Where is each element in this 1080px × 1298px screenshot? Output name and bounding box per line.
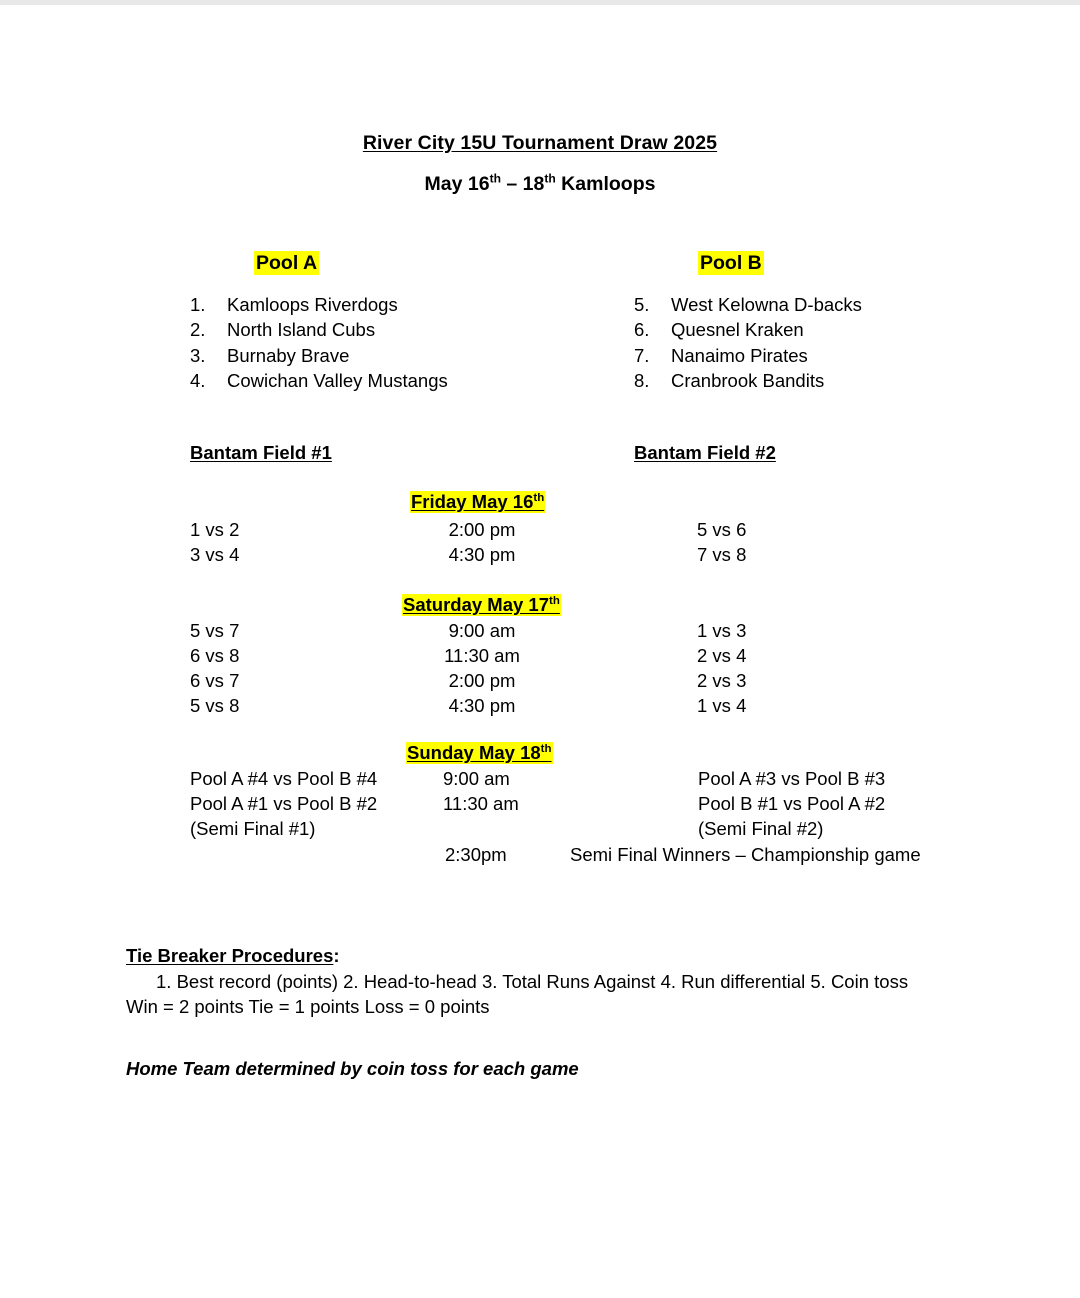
- team-number: 8.: [634, 369, 650, 391]
- field1-matchup: Pool A #1 vs Pool B #2: [190, 793, 378, 814]
- tie-breaker-points: Win = 2 points Tie = 1 points Loss = 0 points: [126, 996, 490, 1017]
- sunday-heading: [406, 742, 553, 764]
- subtitle-ordinal-1: th: [489, 171, 501, 186]
- game-time: 11:30 am: [443, 793, 519, 814]
- pool-a-team-list: [190, 292, 448, 393]
- team-name: Cowichan Valley Mustangs: [227, 369, 448, 391]
- page-title: [0, 132, 1080, 155]
- schedule-row: [0, 643, 1080, 668]
- championship-row: [0, 842, 1080, 867]
- list-item: [190, 343, 448, 368]
- friday-heading: [410, 491, 545, 513]
- tie-breaker-heading-colon: :: [333, 945, 340, 966]
- team-number: 3.: [190, 344, 206, 366]
- field2-matchup: 1 vs 3: [697, 620, 747, 641]
- tie-breaker-heading-text: Tie Breaker Procedures: [126, 945, 334, 966]
- list-item: [634, 317, 862, 342]
- schedule-row: [0, 766, 1080, 791]
- championship-time: 2:30pm: [445, 844, 507, 865]
- list-item: [190, 292, 448, 317]
- championship-description: Semi Final Winners – Championship game: [570, 844, 921, 865]
- team-number: 4.: [190, 369, 206, 391]
- team-name: Kamloops Riverdogs: [227, 294, 398, 315]
- field1-matchup: 6 vs 8: [190, 645, 240, 666]
- field1-matchup: 6 vs 7: [190, 670, 240, 691]
- field2-matchup: 2 vs 3: [697, 670, 747, 691]
- field2-matchup: 5 vs 6: [697, 519, 747, 540]
- game-time: 4:30 pm: [448, 544, 516, 565]
- pool-a-heading: Pool A: [256, 252, 318, 274]
- team-number: 2.: [190, 319, 206, 341]
- page-title-text: River City 15U Tournament Draw 2025: [362, 132, 718, 154]
- game-time: 2:00 pm: [448, 670, 516, 691]
- field2-matchup: 1 vs 4: [697, 695, 747, 716]
- subtitle-prefix: May 16: [424, 173, 490, 195]
- game-time: 11:30 am: [444, 645, 520, 666]
- team-name: North Island Cubs: [227, 319, 376, 341]
- home-team-footnote: Home Team determined by coin toss for each game: [126, 1058, 579, 1079]
- team-name: Burnaby Brave: [227, 344, 350, 366]
- pool-b-heading: Pool B: [700, 252, 762, 274]
- team-name: Nanaimo Pirates: [671, 344, 808, 366]
- tie-breaker-procedures: 1. Best record (points) 2. Head-to-head 3. Total Runs Against 4. Run differential 5. Coin toss: [156, 971, 909, 992]
- game-time: 9:00 am: [448, 620, 516, 641]
- field2-matchup: Pool A #3 vs Pool B #3: [698, 768, 886, 789]
- field-2-heading: Bantam Field #2: [634, 442, 776, 463]
- field1-matchup: 5 vs 8: [190, 695, 240, 716]
- list-item: [634, 368, 862, 393]
- tie-breaker-heading: [126, 945, 340, 967]
- subtitle-middle: – 18: [500, 173, 545, 195]
- team-number: 6.: [634, 319, 650, 341]
- friday-heading-ordinal: th: [533, 491, 545, 504]
- field1-matchup: 1 vs 2: [190, 519, 240, 540]
- list-item: [190, 368, 448, 393]
- sunday-heading-ordinal: th: [540, 742, 552, 755]
- field2-matchup: Pool B #1 vs Pool A #2: [698, 793, 886, 814]
- team-number: 5.: [634, 294, 650, 315]
- saturday-heading-text: Saturday May 17: [403, 594, 550, 615]
- list-item: [634, 343, 862, 368]
- document-body: [0, 5, 1080, 1298]
- subtitle-suffix: Kamloops: [555, 173, 656, 195]
- schedule-row: [0, 816, 1080, 841]
- schedule-row: [0, 693, 1080, 718]
- team-name: West Kelowna D-backs: [671, 294, 862, 315]
- schedule-row: [0, 542, 1080, 567]
- list-item: [634, 292, 862, 317]
- pool-b-team-list: [634, 292, 862, 393]
- page-subtitle: [0, 173, 1080, 196]
- subtitle-ordinal-2: th: [544, 171, 556, 186]
- team-name: Quesnel Kraken: [671, 319, 804, 341]
- schedule-row: [0, 517, 1080, 542]
- schedule-row: [0, 791, 1080, 816]
- team-number: 7.: [634, 344, 650, 366]
- field1-semifinal-label: (Semi Final #1): [190, 818, 316, 839]
- field2-matchup: 7 vs 8: [697, 544, 747, 565]
- list-item: [190, 317, 448, 342]
- friday-heading-text: Friday May 16: [411, 491, 534, 512]
- schedule-row: [0, 668, 1080, 693]
- game-time: 4:30 pm: [448, 695, 516, 716]
- saturday-heading: [402, 594, 561, 616]
- game-time: 9:00 am: [443, 768, 510, 789]
- field1-matchup: 5 vs 7: [190, 620, 240, 641]
- field2-semifinal-label: (Semi Final #2): [698, 818, 824, 839]
- sunday-heading-text: Sunday May 18: [407, 742, 541, 763]
- team-name: Cranbrook Bandits: [671, 369, 825, 391]
- field-1-heading: Bantam Field #1: [190, 442, 332, 463]
- game-time: 2:00 pm: [448, 519, 516, 540]
- schedule-row: [0, 618, 1080, 643]
- field1-matchup: Pool A #4 vs Pool B #4: [190, 768, 378, 789]
- field2-matchup: 2 vs 4: [697, 645, 747, 666]
- field1-matchup: 3 vs 4: [190, 544, 240, 565]
- team-number: 1.: [190, 294, 206, 315]
- saturday-heading-ordinal: th: [549, 594, 560, 607]
